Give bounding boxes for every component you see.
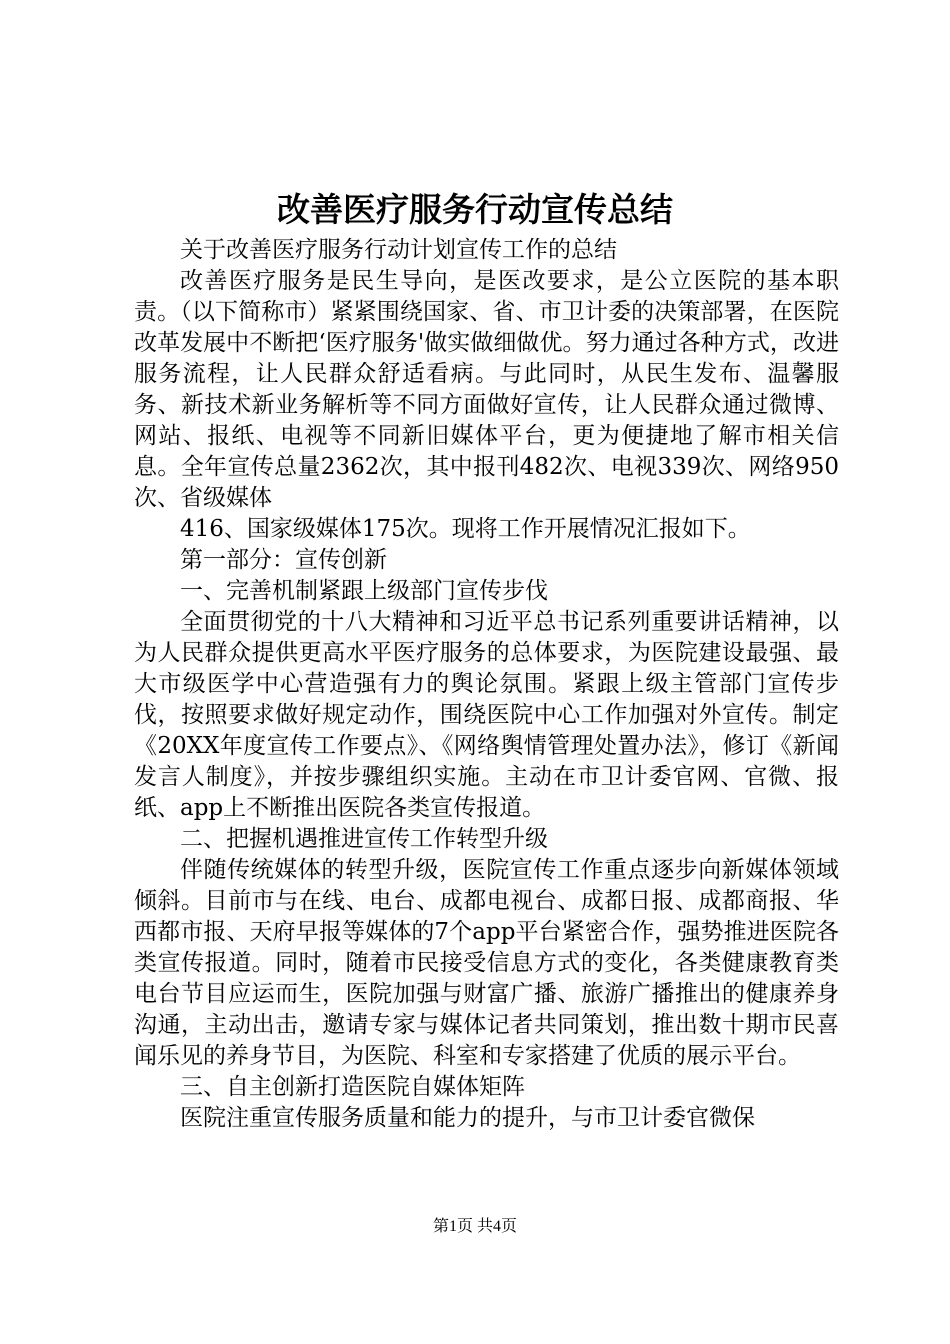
paragraph-subtitle: 关于改善医疗服务行动计划宣传工作的总结 [180, 237, 617, 263]
section-heading-1: 一、完善机制紧跟上级部门宣传步伐 [180, 578, 548, 604]
paragraph-section-3: 医院注重宣传服务质量和能力的提升，与市卫计委官微保 [180, 1105, 755, 1131]
document-title: 改善医疗服务行动宣传总结 [277, 190, 673, 229]
section-heading-3: 三、自主创新打造医院自媒体矩阵 [180, 1074, 525, 1100]
paragraph-section-2: 伴随传统媒体的转型升级，医院宣传工作重点逐步向新媒体领域倾斜。目前市与在线、电台、成都电视台、成都日报、成都商报、华西都市报、天府早报等媒体的7个app平台紧密合作，强势推进医院各类宣传报道。同时，随着市民接受信息方式的变化，各类健康教育类电台节目应运而生，医院加强与财富广播、旅游广播推出的健康养身沟通，主动出击，邀请专家与媒体记者共同策划，推出数十期市民喜闻乐见的养身节目，为医院、科室和专家搭建了优质的展示平台。 [134, 857, 839, 1069]
page-footer: 第1页 共4页 [432, 1218, 517, 1235]
section-heading-part-one: 第一部分：宣传创新 [180, 547, 387, 573]
paragraph-intro-continued: 416、国家级媒体175次。现将工作开展情况汇报如下。 [180, 516, 751, 542]
section-heading-2: 二、把握机遇推进宣传工作转型升级 [180, 826, 548, 852]
paragraph-intro: 改善医疗服务是民生导向，是医改要求，是公立医院的基本职责。（以下简称市）紧紧围绕国家、省、市卫计委的决策部署，在医院改革发展中不断把‘医疗服务'做实做细做优。努力通过各种方式，改进服务流程，让人民群众舒适看病。与此同时，从民生发布、温馨服务、新技术新业务解析等不同方面做好宣传，让人民群众通过微博、网站、报纸、电视等不同新旧媒体平台，更为便捷地了解市相关信息。全年宣传总量2362次，其中报刊482次、电视339次、网络950次、省级媒体 [134, 268, 839, 511]
document-body [134, 235, 839, 1134]
paragraph-section-1: 全面贯彻党的十八大精神和习近平总书记系列重要讲话精神，以为人民群众提供更高水平医疗服务的总体要求，为医院建设最强、最大市级医学中心营造强有力的舆论氛围。紧跟上级主管部门宣传步伐，按照要求做好规定动作，围绕医院中心工作加强对外宣传。制定《20XX年度宣传工作要点》、《网络舆情管理处置办法》，修订《新闻发言人制度》，并按步骤组织实施。主动在市卫计委官网、官微、报纸、app上不断推出医院各类宣传报道。 [134, 609, 839, 821]
